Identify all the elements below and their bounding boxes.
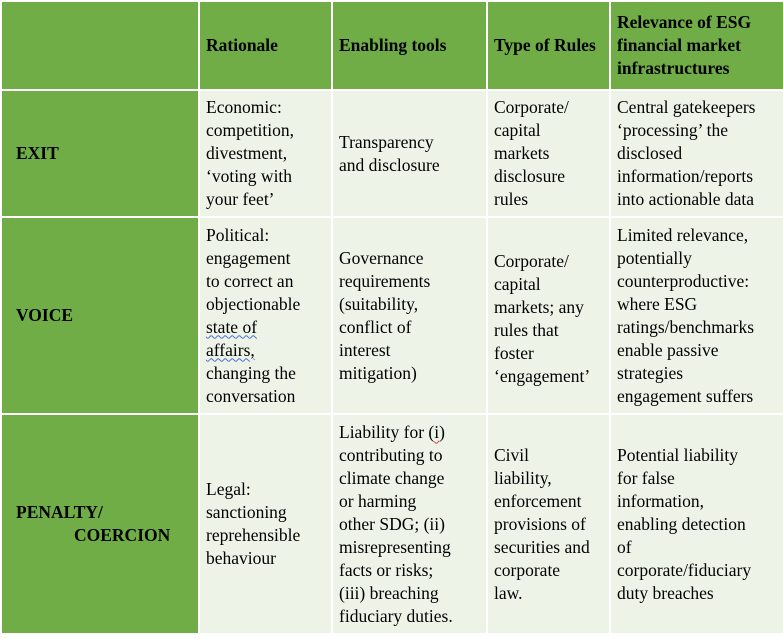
cell-penalty-tools: Liability for (i) contributing to climate change or harming other SDG; (ii) misrepresenting facts or risks; (iii) breaching fiduciary duties. <box>332 414 487 634</box>
cell-voice-relevance: Limited relevance, potentially counterproductive: where ESG ratings/benchmarks enable passive strategies engagement suffers <box>610 217 783 414</box>
header-enabling-tools: Enabling tools <box>332 1 487 90</box>
corner-cell <box>1 1 199 90</box>
row-label-penalty: PENALTY/ COERCION <box>1 414 199 634</box>
table-row-exit <box>1 90 783 217</box>
cell-voice-rules: Corporate/ capital markets; any rules that foster ‘engagement’ <box>487 217 610 414</box>
cell-exit-rules: Corporate/ capital markets disclosure rules <box>487 90 610 217</box>
cell-penalty-relevance: Potential liability for false information, enabling detection of corporate/fiduciary duty breaches <box>610 414 783 634</box>
row-label-voice: VOICE <box>1 217 199 414</box>
cell-voice-tools: Governance requirements (suitability, conflict of interest mitigation) <box>332 217 487 414</box>
cell-voice-rationale: Political: engagement to correct an objectionable state of affairs, changing the conversation <box>199 217 332 414</box>
table-row-penalty <box>1 414 783 634</box>
cell-exit-tools: Transparency and disclosure <box>332 90 487 217</box>
cell-exit-rationale: Economic: competition, divestment, ‘voting with your feet’ <box>199 90 332 217</box>
header-row <box>1 1 783 90</box>
header-rationale: Rationale <box>199 1 332 90</box>
header-relevance: Relevance of ESG financial market infrastructures <box>610 1 783 90</box>
cell-exit-relevance: Central gatekeepers ‘processing’ the disclosed information/reports into actionable data <box>610 90 783 217</box>
cell-penalty-rules: Civil liability, enforcement provisions of securities and corporate law. <box>487 414 610 634</box>
row-label-exit: EXIT <box>1 90 199 217</box>
header-type-of-rules: Type of Rules <box>487 1 610 90</box>
table-row-voice <box>1 217 783 414</box>
cell-penalty-rationale: Legal: sanctioning reprehensible behaviour <box>199 414 332 634</box>
